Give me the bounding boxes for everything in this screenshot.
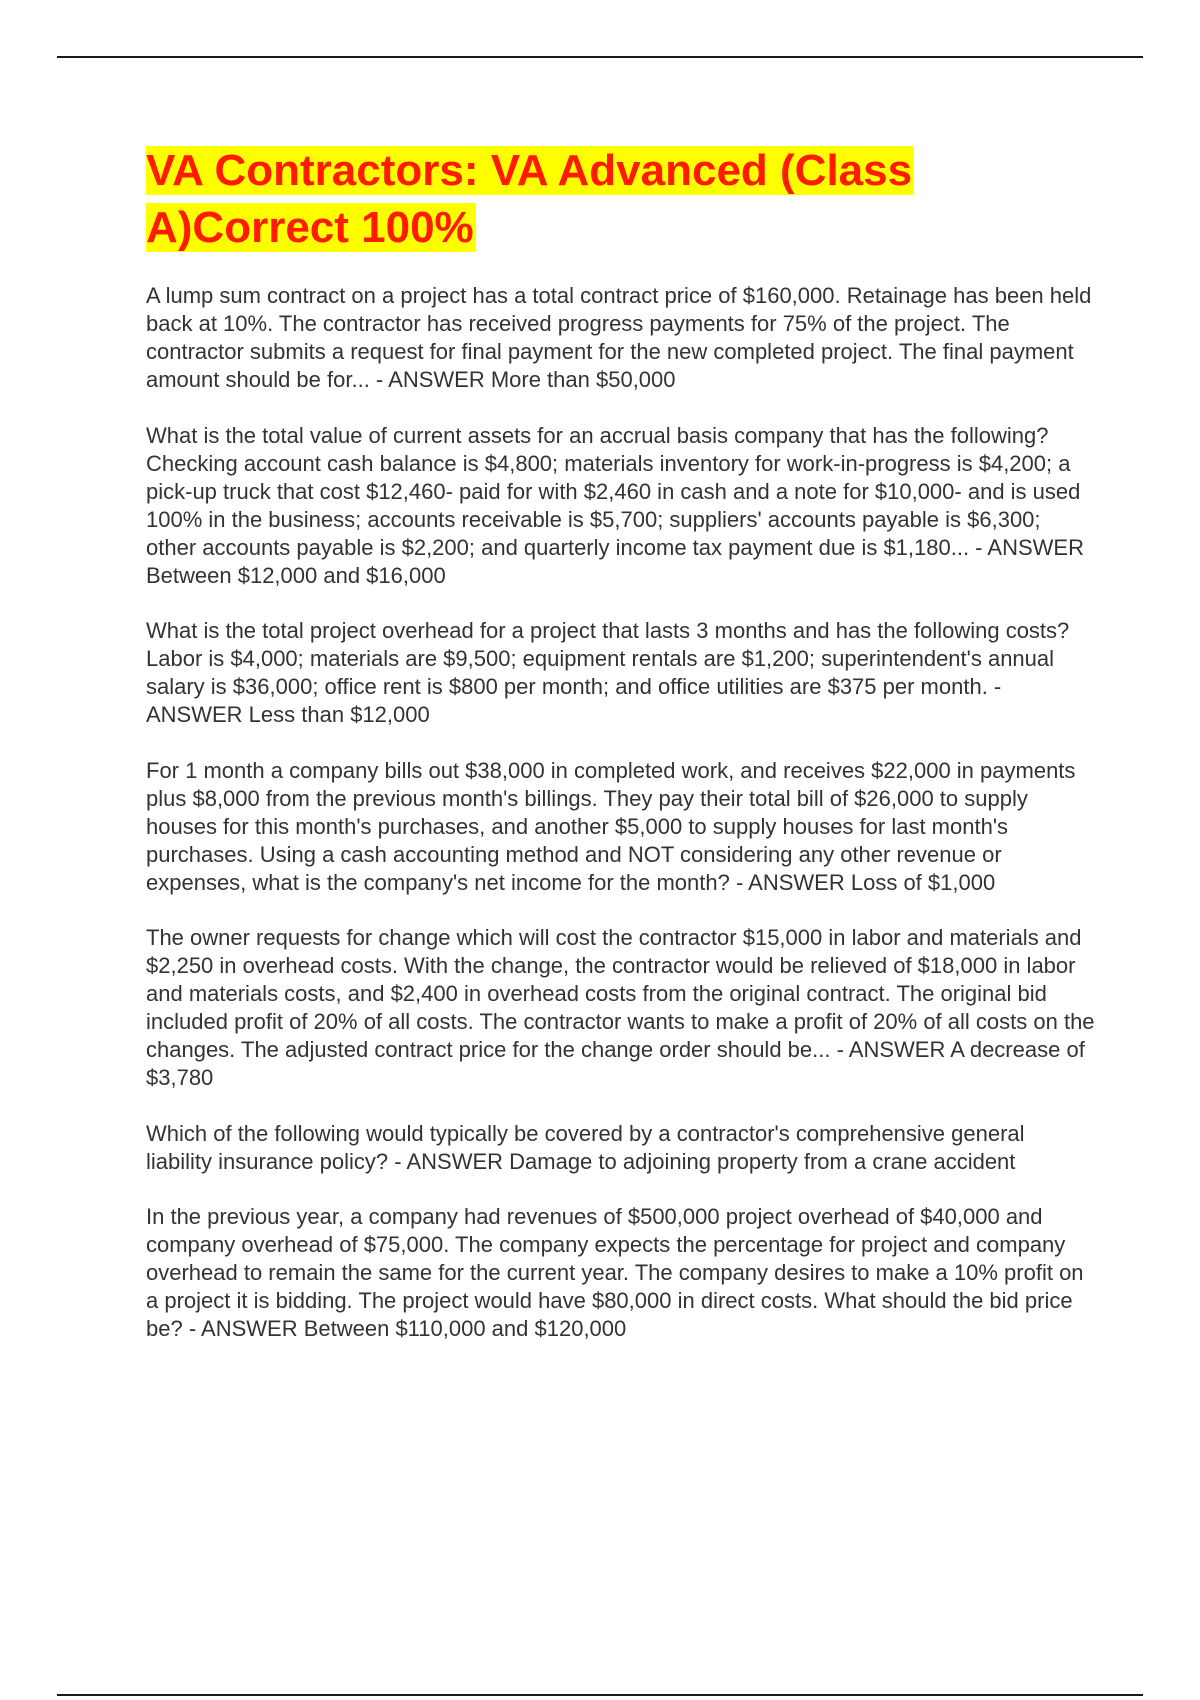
question-answer-item: A lump sum contract on a project has a total contract price of $160,000. Retainage has been held back at 10%. The contractor has received progress payments for 75% of the project. The contractor submits a request for final payment for the new completed project. The final payment amount should be for... - ANSWER More than $50,000 — [146, 283, 1092, 392]
document-title — [146, 142, 1096, 256]
document-body — [146, 142, 1096, 1371]
question-answer-item: Which of the following would typically be covered by a contractor's comprehensive general liability insurance policy? - ANSWER Damage to adjoining property from a crane accident — [146, 1120, 1025, 1174]
question-answer-item: For 1 month a company bills out $38,000 in completed work, and receives $22,000 in payments plus $8,000 from the previous month's billings. They pay their total bill of $26,000 to supply houses for this month's purchases, and another $5,000 to supply houses for last month's purchases. Using a cash accounting method and NOT considering any other revenue or expenses, what is the company's net income for the month? - ANSWER Loss of $1,000 — [146, 757, 1076, 895]
title-highlight: VA Contractors: VA Advanced (Class A)Correct 100% — [146, 146, 913, 252]
header-rule — [57, 56, 1143, 58]
question-answer-item: The owner requests for change which will cost the contractor $15,000 in labor and materials and $2,250 in overhead costs. With the change, the contractor would be relieved of $18,000 in labor and materials costs, and $2,400 in overhead costs from the original contract. The original bid included profit of 20% of all costs. The contractor wants to make a profit of 20% of all costs on the changes. The adjusted contract price for the change order should be... - ANSWER A decrease of $3,780 — [146, 925, 1095, 1090]
footer-rule — [57, 1694, 1143, 1696]
question-answer-item: What is the total value of current assets for an accrual basis company that has the following? Checking account cash balance is $4,800; materials inventory for work-in-progress is $4,200; a pick-up truck that cost $12,460- paid for with $2,460 in cash and a note for $10,000- and is used 100% in the business; accounts receivable is $5,700; suppliers' accounts payable is $6,300; other accounts payable is $2,200; and quarterly income tax payment due is $1,180... - ANSWER Between $12,000 and $16,000 — [146, 422, 1084, 588]
question-answer-item: What is the total project overhead for a project that lasts 3 months and has the following costs? Labor is $4,000; materials are $9,500; equipment rentals are $1,200; superintendent's annual salary is $36,000; office rent is $800 per month; and office utilities are $375 per month. - ANSWER Less than $12,000 — [146, 618, 1070, 727]
question-answer-item: In the previous year, a company had revenues of $500,000 project overhead of $40,000 and company overhead of $75,000. The company expects the percentage for project and company overhead to remain the same for the current year. The company desires to make a 10% profit on a project it is bidding. The project would have $80,000 in direct costs. What should the bid price be? - ANSWER Between $110,000 and $120,000 — [146, 1204, 1084, 1341]
